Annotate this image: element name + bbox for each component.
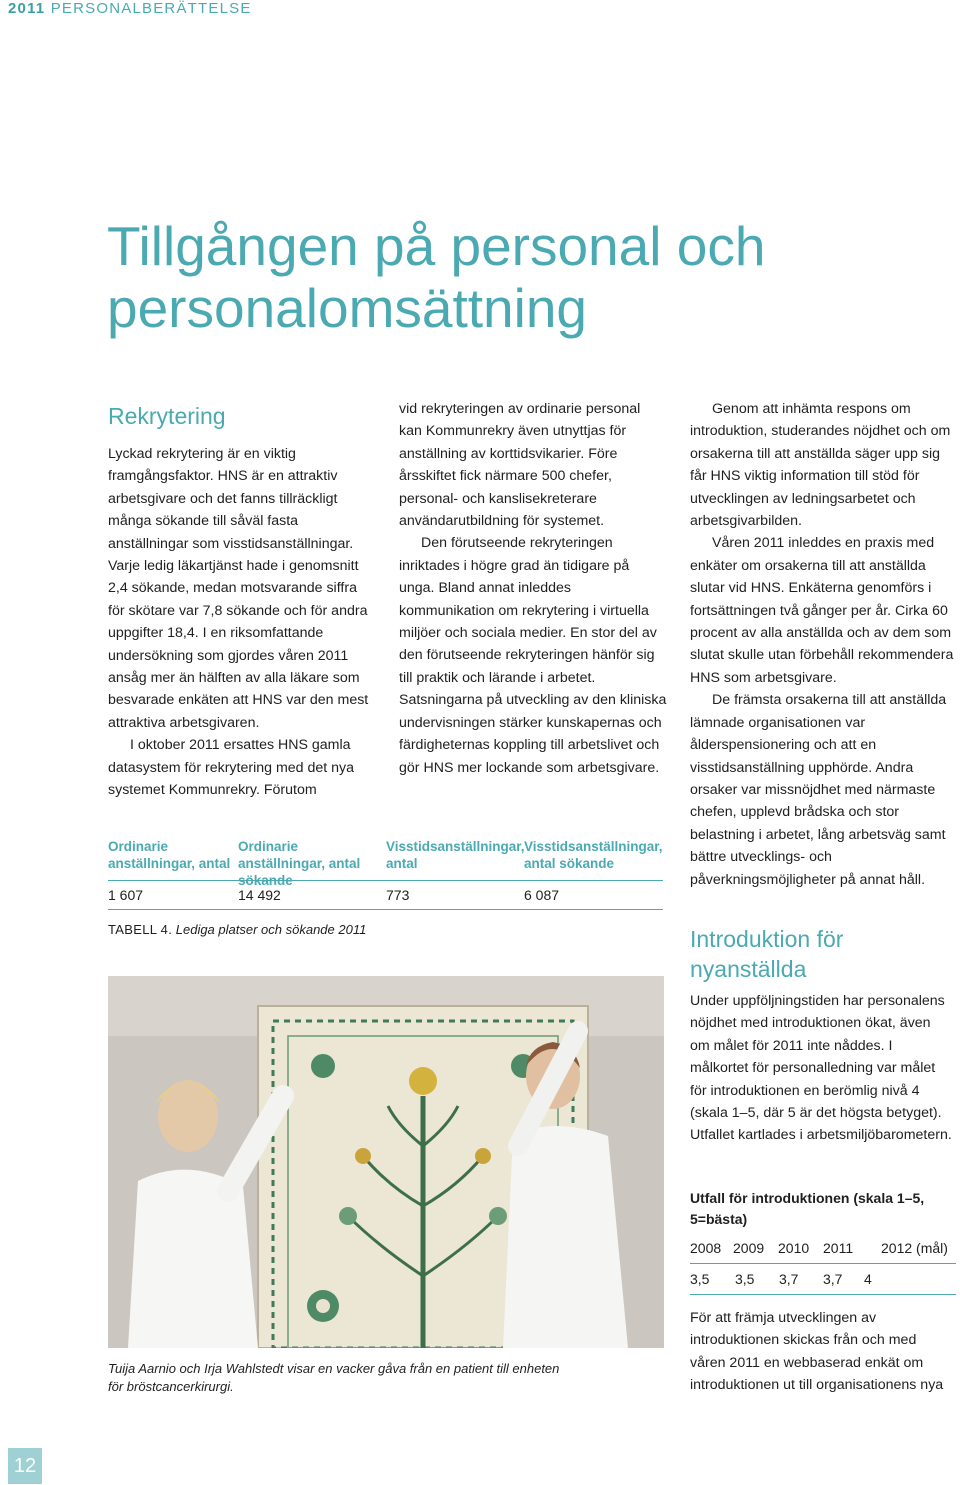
col3-paragraph-3: De främsta orsakerna till att anställda lämnade organisationen var ålderspensionering och att en visstidsanställning upphörde. Andra orsaker var missnöjdhet med närmaste chefen, upplevd brådska och stor belastning i arbetet, lång arbetsväg samt bättre utvecklings- och påverkningsmöjligheter på annat håll. [690,692,947,888]
table-4-data-row [108,880,663,910]
rekrytering-paragraph-1: Lyckad rekrytering är en viktig framgångsfaktor. HNS är en attraktiv arbetsgivare och det fanns tillräckligt många sökande till såväl fasta anställningar som visstidsanställningar. Varje ledig läkartjänst hade i genomsnitt 2,4 sökande, medan motsvarande siffra för skötare var 7,8 sökande och för andra uppgifter 18,4. I en riksomfattande undersökning som gjordes våren 2011 ansåg mer än hälften av alla läkare som besvarade enkäten att HNS var den mest attraktiva arbetsgivaren. [108,446,369,731]
intro-paragraph-2: För att främja utvecklingen av introduktionen skickas från och med våren 2011 en webbaserad enkät om introduktionen ut till organisationens nya [690,1310,944,1394]
col3-paragraph-1: Genom att inhämta respons om introduktion, studerandes nöjdhet och om orsakerna till att anställda säger upp sig får HNS viktig information till stöd för utvecklingen av ledningsarbetet och arbetsgivarbilden. [690,401,951,530]
heading-rekrytering: Rekrytering [108,403,226,429]
intro-table [690,1233,956,1295]
table-4 [108,838,663,910]
table-4-caption-text: Lediga platser och sökande 2011 [175,922,367,937]
table-4-caption-label: TABELL 4. [108,922,173,937]
table-4-cell: 14 492 [238,887,281,903]
table-4-cell: 6 087 [524,887,560,903]
intro-value-cell: 3,7 [823,1271,843,1287]
page-number: 12 [8,1448,42,1484]
intro-table-values-row [690,1263,956,1295]
intro-text [690,990,952,1147]
column-2 [399,398,667,779]
table-4-cell: 1 607 [108,887,144,903]
rekrytering-paragraph-2: I oktober 2011 ersattes HNS gamla datasystem för rekrytering med det nya systemet Kommunrekry. Förutom [108,737,355,799]
page-title-line1: Tillgången på personal och [107,215,766,277]
table-4-header: Visstidsanställningar, antal [386,839,525,871]
intro-value-cell: 3,7 [779,1271,799,1287]
table-4-caption [108,922,366,937]
table-4-header: Ordinarie anställningar, antal sökande [238,839,361,888]
intro-year-cell: 2011 [823,1240,854,1256]
intro-year-cell: 2009 [733,1240,765,1256]
heading-introduktion-line2: nyanställda [690,956,807,982]
col2-paragraph-2: Den förutseende rekryteringen inriktades i högre grad än tidigare på unga. Bland annat inleddes kommunikation om rekrytering i virtuella miljöer och sociala medier. En stor del av den förutseende rekryteringen hänför sig till praktik och lärande i arbetet. Satsningarna på utveckling av den kliniska undervisningen stärker kunskapernas och färdigheternas koppling till arbetslivet och gör HNS mer lockande som arbetsgivare. [399,535,667,776]
intro-table-title: Utfall för introduktionen (skala 1–5, 5=bästa) [690,1190,925,1227]
page-title [107,215,765,339]
intro-table-years-row [690,1233,956,1263]
table-4-header: Visstidsanställningar, antal sökande [524,839,663,871]
photo-illustration [108,976,664,1348]
column-3 [690,398,958,891]
page-title-line2: personalomsättning [107,277,588,339]
heading-introduktion-line1: Introduktion för [690,926,844,952]
header-section: PERSONALBERÄTTELSE [50,0,252,17]
table-4-header-row [108,838,663,888]
table-4-header: Ordinarie anställningar, antal [108,839,231,871]
intro-value-cell: 4 [864,1271,872,1287]
col3-paragraph-2: Våren 2011 inleddes en praxis med enkäter om orsakerna till att anställda slutar vid HNS. Enkäterna genomförs i fortsättningen två gånger per år. Cirka 60 procent av alla anställda och av dem som slutat skulle utan förbehåll rekommendera HNS som arbetsgivare. [690,535,954,686]
photo-tapestry [108,976,664,1348]
intro-value-cell: 3,5 [735,1271,755,1287]
heading-introduktion [690,924,843,984]
photo-caption: Tuija Aarnio och Irja Wahlstedt visar en vacker gåva från en patient till enheten för bröstcancerkirurgi. [108,1361,560,1394]
col2-paragraph-1: vid rekryteringen av ordinarie personal kan Kommunrekry även utnyttjas för anställning av korttidsvikarier. Före årsskiftet fick närmare 500 chefer, personal- och kanslisekreterare användarutbildning för systemet. [399,401,641,530]
intro-year-cell: 2010 [778,1240,810,1256]
intro-text-2 [690,1307,952,1397]
running-header [8,0,252,17]
header-year: 2011 [8,0,46,17]
intro-year-cell: 2008 [690,1240,722,1256]
intro-year-cell: 2012 (mål) [881,1240,948,1256]
column-1 [108,443,370,802]
table-4-cell: 773 [386,887,410,903]
intro-paragraph-1: Under uppföljningstiden har personalens nöjdhet med introduktionen ökat, även om målet för 2011 inte nåddes. I målkortet för personalledning var målet för introduktionen en berömlig nivå 4 (skala 1–5, där 5 är det högsta betyget). Utfallet kartlades i arbetsmiljöbarometern. [690,993,952,1144]
intro-value-cell: 3,5 [690,1271,710,1287]
